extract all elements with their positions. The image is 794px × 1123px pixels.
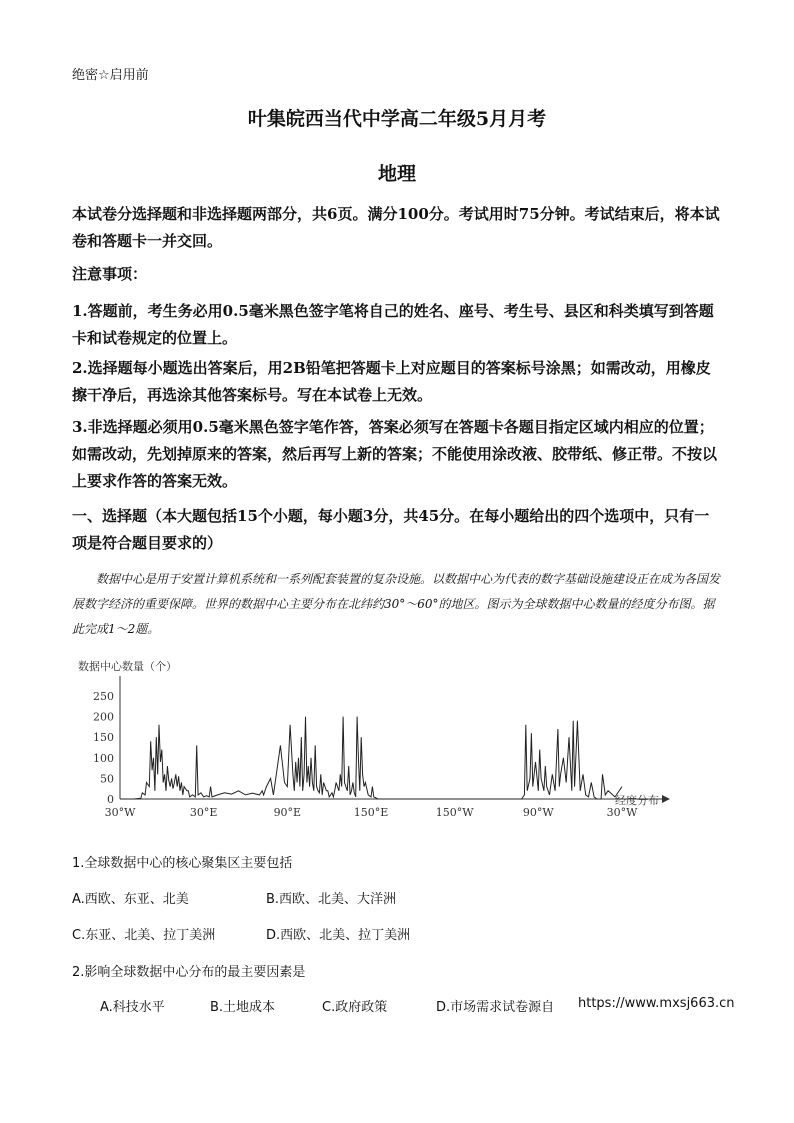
q2-option-c[interactable]: C.政府政策 <box>322 1000 388 1015</box>
section-heading: 一、选择题（本大题包括15个小题，每小题3分，共45分。在每小题给出的四个选项中，只有一项是符合题目要求的） <box>72 507 710 552</box>
exam-title: 叶集皖西当代中学高二年级5月月考 <box>247 108 547 130</box>
question-1-stem: 1.全球数据中心的核心聚集区主要包括 <box>72 856 293 871</box>
source-url: https://www.mxsj663.cn <box>578 996 735 1011</box>
q1-option-c[interactable]: C.东亚、北美、拉丁美洲 <box>72 928 216 943</box>
subject-title: 地理 <box>377 163 416 185</box>
q1-option-d[interactable]: D.西欧、北美、拉丁美洲 <box>266 928 411 943</box>
x-tick-label: 150°E <box>353 806 389 819</box>
material-paragraph: 数据中心是用于安置计算机系统和一系列配套装置的复杂设施。以数据中心为代表的数字基础设施建设正在成为各国发展数字经济的重要保障。世界的数据中心主要分布在北纬约30°～60°的地区。图示为全球数据中心数量的经度分布图。据此完成1～2题。 <box>72 572 721 636</box>
x-tick-group <box>105 806 638 819</box>
question-2-stem: 2.影响全球数据中心分布的最主要因素是 <box>72 965 306 980</box>
confidential-label: 绝密☆启用前 <box>72 68 149 83</box>
q2-option-d[interactable]: D.市场需求试卷源自 <box>436 1000 555 1015</box>
x-tick-label: 30°W <box>104 806 136 819</box>
notes-heading: 注意事项： <box>72 265 148 283</box>
y-tick-label: 200 <box>93 710 114 724</box>
x-tick-label: 30°W <box>606 806 638 819</box>
y-tick-label: 100 <box>93 751 114 765</box>
note-3: 3.非选择题必须用0.5毫米黑色签字笔作答，答案必须写在答题卡各题目指定区域内相应的位置；如需改动，先划掉原来的答案，然后再写上新的答案；不能使用涂改液、胶带纸、修正带。不按以上要求作答的答案无效。 <box>72 418 718 490</box>
y-tick-label: 150 <box>93 731 114 745</box>
q1-option-b[interactable]: B.西欧、北美、大洋洲 <box>266 892 397 907</box>
note-1: 1.答题前，考生务必用0.5毫米黑色签字笔将自己的姓名、座号、考生号、县区和科类填写到答题卡和试卷规定的位置上。 <box>72 302 714 347</box>
y-tick-label: 250 <box>93 690 114 703</box>
q2-option-a[interactable]: A.科技水平 <box>100 1000 165 1015</box>
series-line <box>120 717 622 799</box>
x-axis-label: 经度分布 <box>615 794 659 807</box>
intro-paragraph: 本试卷分选择题和非选择题两部分，共6页。满分100分。考试用时75分钟。考试结束后，将本试卷和答题卡一并交回。 <box>72 205 720 250</box>
y-tick-label: 50 <box>100 772 114 786</box>
x-tick-label: 150°W <box>435 806 474 819</box>
y-tick-group <box>93 690 114 806</box>
note-2: 2.选择题每小题选出答案后，用2B铅笔把答题卡上对应题目的答案标号涂黑；如需改动，用橡皮擦干净后，再选涂其他答案标号。写在本试卷上无效。 <box>72 359 711 404</box>
y-tick-label: 0 <box>107 793 114 806</box>
chart-svg <box>70 656 710 826</box>
longitude-chart <box>70 656 710 826</box>
q2-option-b[interactable]: B.土地成本 <box>210 1000 276 1015</box>
y-axis-label: 数据中心数量（个） <box>78 660 177 673</box>
q1-option-a[interactable]: A.西欧、东亚、北美 <box>72 892 189 907</box>
x-axis-arrow <box>662 795 670 803</box>
x-tick-label: 90°E <box>273 806 302 819</box>
x-tick-label: 90°W <box>522 806 554 819</box>
x-tick-label: 30°E <box>189 806 218 819</box>
